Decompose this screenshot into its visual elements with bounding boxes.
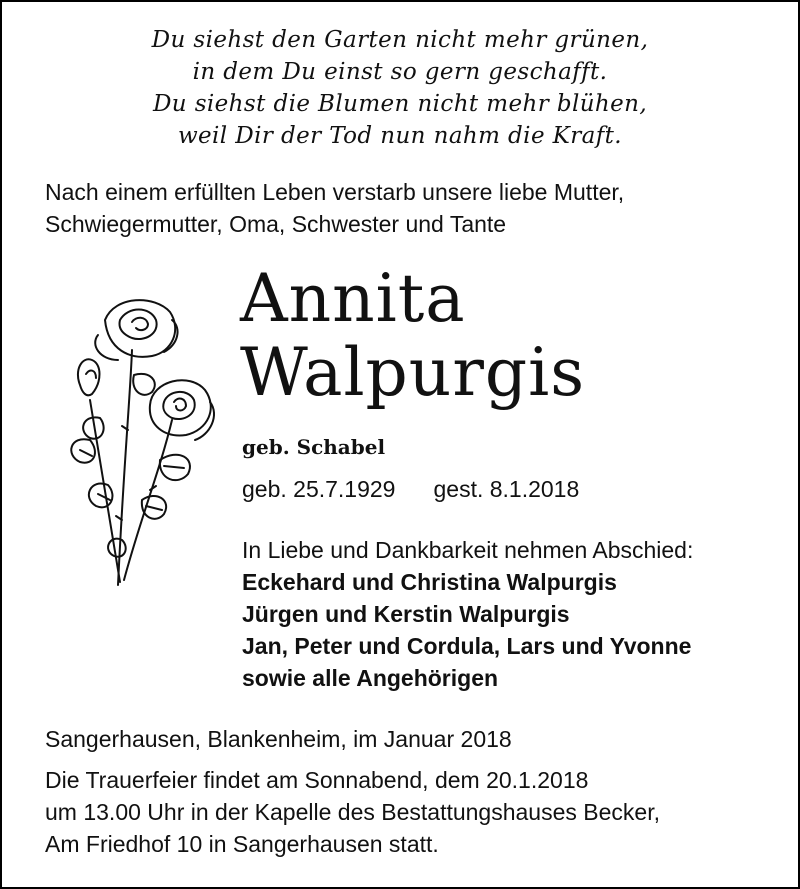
service-line: Die Trauerfeier findet am Sonnabend, dem 20.1.2018	[45, 767, 589, 793]
mourner-line: Jürgen und Kerstin Walpurgis	[242, 601, 570, 627]
poem-line: weil Dir der Tod nun nahm die Kraft.	[177, 123, 623, 149]
mourner-line: Eckehard und Christina Walpurgis	[242, 569, 617, 595]
service-line: Am Friedhof 10 in Sangerhausen statt.	[45, 831, 439, 857]
birth-date: geb. 25.7.1929	[242, 476, 396, 502]
roses-illustration-icon	[60, 290, 230, 590]
poem-line: in dem Du einst so gern geschafft.	[192, 59, 608, 85]
poem-line: Du siehst den Garten nicht mehr grünen,	[151, 27, 649, 53]
memorial-poem	[0, 24, 800, 152]
deceased-name	[240, 262, 585, 410]
intro-line: Schwiegermutter, Oma, Schwester und Tante	[45, 211, 507, 237]
intro-line: Nach einem erfüllten Leben verstarb unsere liebe Mutter,	[45, 179, 625, 205]
first-name: Annita	[240, 260, 466, 337]
maiden-name: geb. Schabel	[242, 435, 386, 459]
mourners-block	[242, 534, 693, 694]
funeral-service-info	[45, 764, 660, 860]
last-name: Walpurgis	[240, 334, 586, 411]
mourner-line: sowie alle Angehörigen	[242, 665, 499, 691]
intro-text	[45, 176, 785, 240]
life-dates	[242, 473, 579, 505]
poem-line: Du siehst die Blumen nicht mehr blühen,	[152, 91, 648, 117]
service-line: um 13.00 Uhr in der Kapelle des Bestattungshauses Becker,	[45, 799, 660, 825]
death-date: gest. 8.1.2018	[433, 476, 580, 502]
mourners-names	[242, 566, 693, 694]
place-date: Sangerhausen, Blankenheim, im Januar 2018	[45, 726, 512, 752]
mourner-line: Jan, Peter und Cordula, Lars und Yvonne	[242, 633, 692, 659]
mourners-lead: In Liebe und Dankbarkeit nehmen Abschied:	[242, 537, 694, 563]
